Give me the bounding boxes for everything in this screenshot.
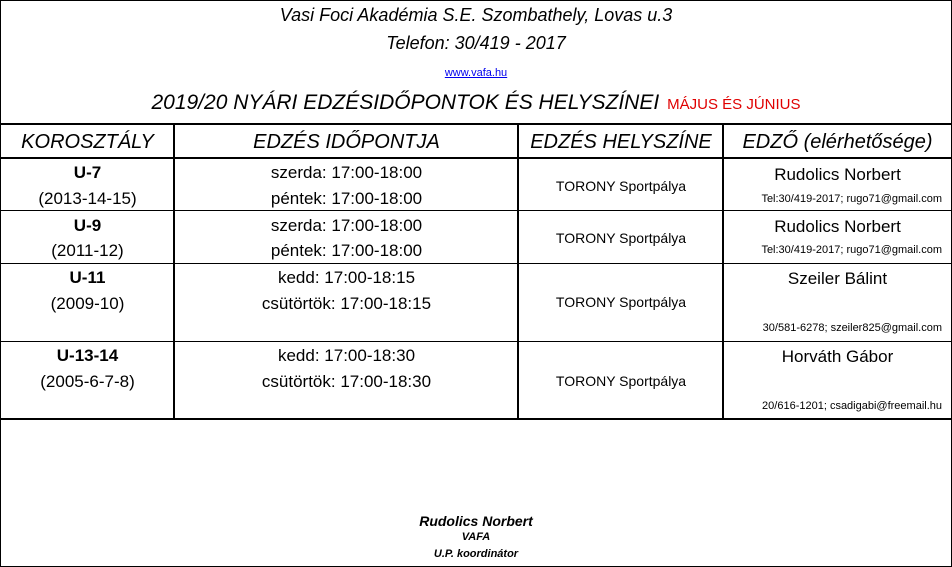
org-phone: Telefon: 30/419 - 2017 [386,33,566,53]
header-bottom-border [1,157,952,159]
table-bottom-border [1,418,952,420]
row-age: U-9 [73,216,102,235]
row-coach: Szeiler Bálint [787,269,888,288]
row-age: U-7 [73,163,102,182]
col-header-age: KOROSZTÁLY [21,131,154,153]
page-title [1,91,951,115]
row-contact: 30/581-6278; szeiler825@gmail.com [762,322,942,334]
row-contact: Tel:30/419-2017; rugo71@gmail.com [761,193,942,205]
col-header-place: EDZÉS HELYSZÍNE [530,131,712,153]
row-contact: 20/616-1201; csadigabi@freemail.hu [762,400,942,412]
row-place: TORONY Sportpálya [555,178,687,194]
row-age: U-11 [69,268,106,287]
title-period: MÁJUS ÉS JÚNIUS [667,96,801,113]
signature-org: VAFA [461,531,491,543]
row-time-1: kedd: 17:00-18:30 [277,346,416,365]
website-link[interactable]: www.vafa.hu [444,67,508,79]
row-divider [1,210,952,211]
row-years: (2009-10) [50,294,125,313]
row-contact: Tel:30/419-2017; rugo71@gmail.com [761,244,942,256]
row-time-1: kedd: 17:00-18:15 [277,268,416,287]
row-years: (2011-12) [51,241,124,260]
row-divider [1,263,952,264]
row-years: (2013-14-15) [38,189,137,208]
row-place: TORONY Sportpálya [555,373,687,389]
col-header-coach: EDZŐ (elérhetősége) [742,131,933,153]
row-time-2: péntek: 17:00-18:00 [270,241,423,260]
title-text: 2019/20 NYÁRI EDZÉSIDŐPONTOK ÉS HELYSZÍNEI [151,91,660,114]
row-age: U-13-14 [56,346,119,365]
row-time-2: csütörtök: 17:00-18:30 [261,372,432,391]
row-place: TORONY Sportpálya [555,294,687,310]
row-divider [1,341,952,342]
signature-role: U.P. koordinátor [433,548,519,560]
row-coach: Horváth Gábor [781,347,894,366]
col-header-time: EDZÉS IDŐPONTJA [253,131,440,153]
row-coach: Rudolics Norbert [774,165,901,184]
row-time-2: csütörtök: 17:00-18:15 [261,294,432,313]
row-time-1: szerda: 17:00-18:00 [270,216,423,235]
row-time-2: péntek: 17:00-18:00 [270,189,423,208]
signature-name: Rudolics Norbert [419,513,533,529]
row-coach: Rudolics Norbert [774,217,901,236]
org-name: Vasi Foci Akadémia S.E. Szombathely, Lovas u.3 [279,5,673,25]
row-years: (2005-6-7-8) [40,372,135,391]
row-time-1: szerda: 17:00-18:00 [270,163,423,182]
row-place: TORONY Sportpálya [555,230,687,246]
table-top-border [1,123,952,125]
